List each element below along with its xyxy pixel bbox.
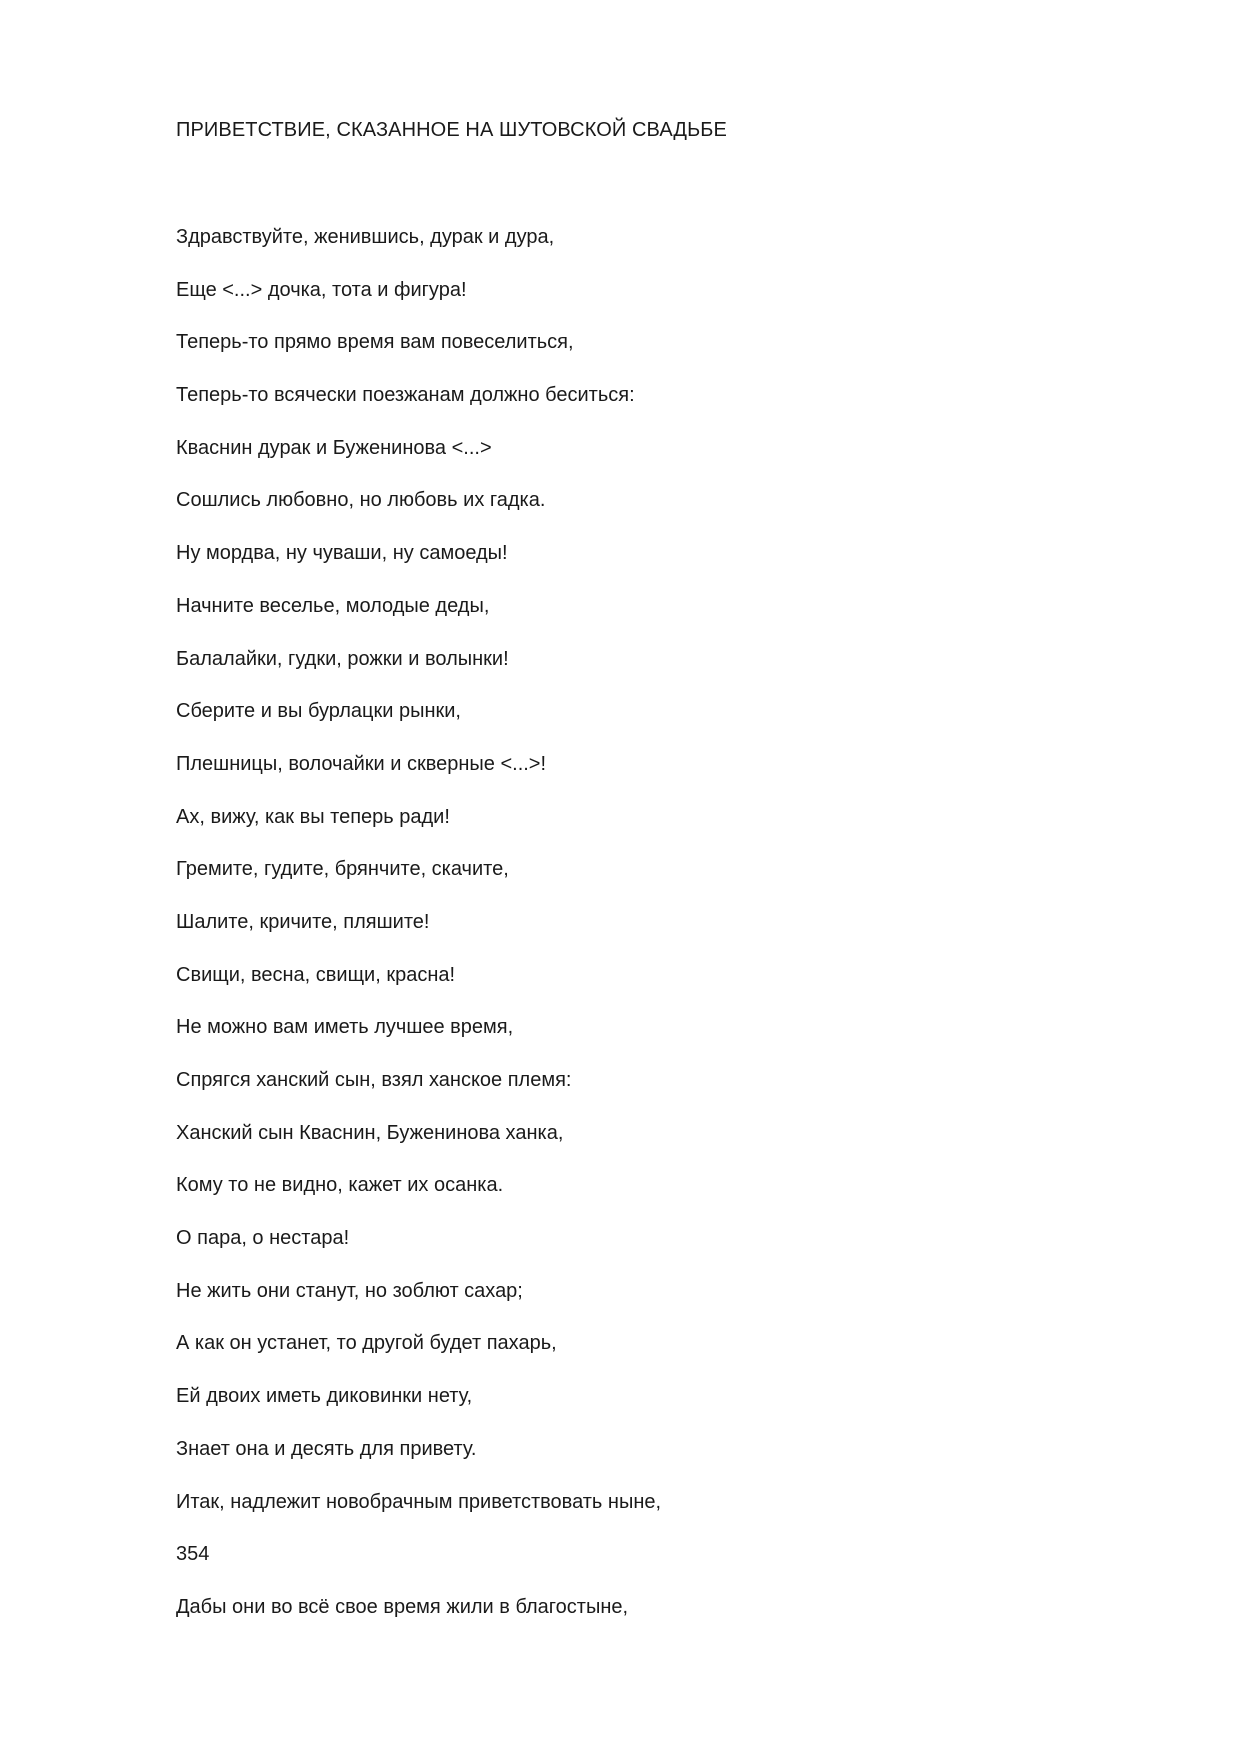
poem-line: Ну мордва, ну чуваши, ну самоеды! [176, 542, 508, 565]
poem-line: Теперь-то всячески поезжанам должно беситься: [176, 384, 635, 407]
poem-line: Ах, вижу, как вы теперь ради! [176, 805, 450, 828]
poem-lines [176, 224, 661, 1647]
poem-line: Сберите и вы бурлацки рынки, [176, 700, 461, 723]
poem-line: Еще <...> дочка, тота и фигура! [176, 278, 467, 301]
poem-line: Свищи, весна, свищи, красна! [176, 963, 456, 986]
poem-line: 354 [176, 1543, 210, 1566]
poem-line: Здравствуйте, женившись, дурак и дура, [176, 226, 555, 248]
poem-line: Сошлись любовно, но любовь их гадка. [176, 489, 546, 512]
poem-line: Знает она и десять для привету. [176, 1437, 477, 1460]
poem-line: Кому то не видно, кажет их осанка. [176, 1174, 504, 1197]
poem-line: Ей двоих иметь диковинки нету, [176, 1385, 473, 1408]
poem-line: Кваснин дурак и Буженинова <...> [176, 436, 492, 459]
poem-line: Плешницы, волочайки и скверные <...>! [176, 752, 547, 775]
poem-line: Шалите, кричите, пляшите! [176, 910, 430, 933]
poem-line: Гремите, гудите, брянчите, скачите, [176, 858, 509, 881]
poem-line: Теперь-то прямо время вам повеселиться, [176, 331, 574, 354]
poem-line: Дабы они во всё свое время жили в благостыне, [176, 1595, 629, 1618]
poem-line: Не жить они станут, но зоблют сахар; [176, 1279, 523, 1302]
poem-line: О пара, о нестара! [176, 1227, 350, 1250]
poem-line: Ханский сын Кваснин, Буженинова ханка, [176, 1121, 564, 1144]
poem-line: Итак, надлежит новобрачным приветствовать ныне, [176, 1490, 662, 1513]
poem-line: А как он устанет, то другой будет пахарь, [176, 1332, 557, 1355]
poem-line: Не можно вам иметь лучшее время, [176, 1016, 514, 1039]
poem-title: ПРИВЕТСТВИЕ, СКАЗАННОЕ НА ШУТОВСКОЙ СВАДЬБЕ [176, 119, 727, 141]
poem-line: Начните веселье, молодые деды, [176, 594, 490, 617]
poem-line: Балалайки, гудки, рожки и волынки! [176, 647, 509, 670]
poem-line: Спрягся ханский сын, взял ханское племя: [176, 1069, 572, 1091]
